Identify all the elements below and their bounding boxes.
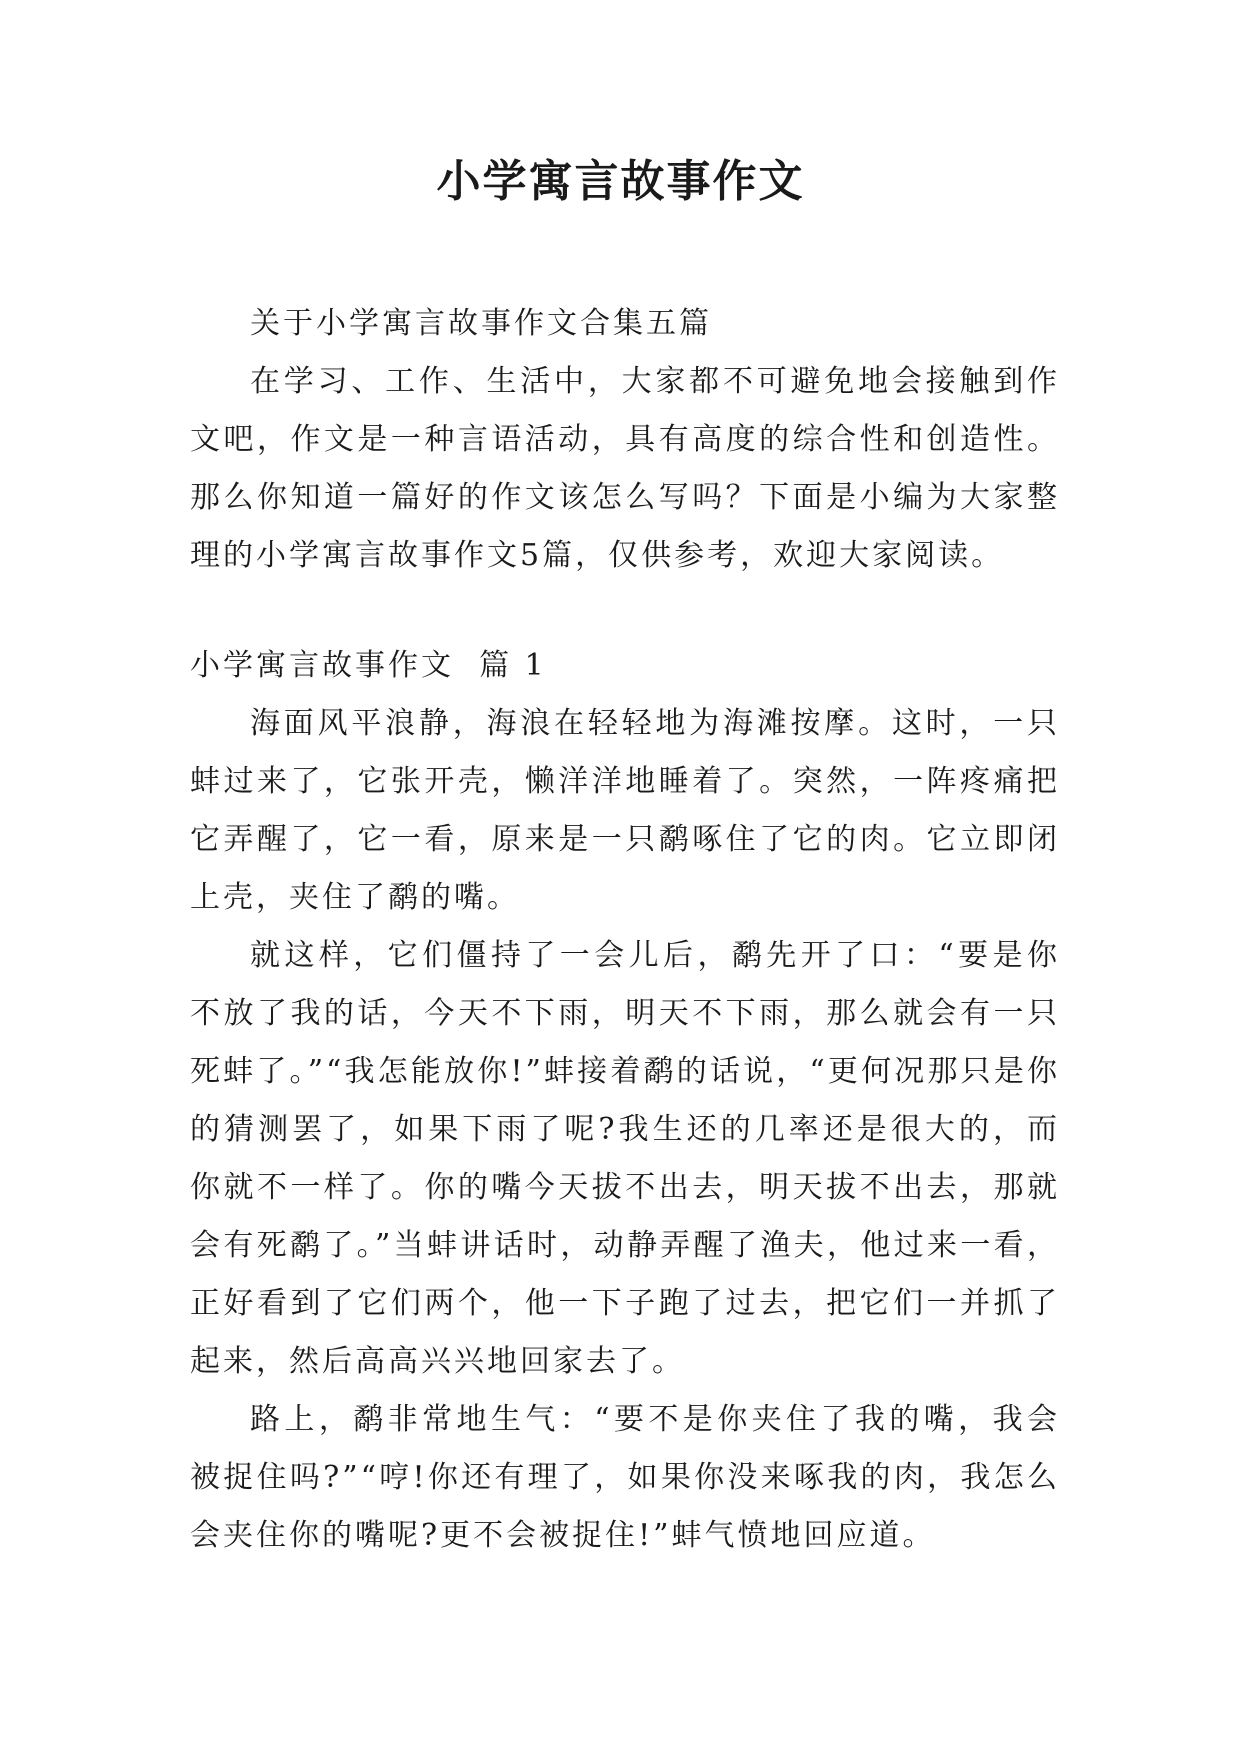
section-heading: 小学寓言故事作文 篇 1 — [190, 648, 547, 683]
story-paragraph-2: 就这样，它们僵持了一会儿后，鹬先开了口：“要是你不放了我的话，今天不下雨，明天不下雨，那么就会有一只死蚌了。”“我怎能放你!”蚌接着鹬的话说，“更何况那只是你的猜测罢了，如果下雨了呢?我生还的几率还是很大的，而你就不一样了。你的嘴今天拔不出去，明天拔不出去，那就会有死鹬了。”当蚌讲话时，动静弄醒了渔夫，他过来一看，正好看到了它们两个，他一下子跑了过去，把它们一并抓了起来，然后高高兴兴地回家去了。 — [190, 938, 1060, 1379]
section-spacer — [190, 585, 1060, 637]
intro-paragraph: 在学习、工作、生活中，大家都不可避免地会接触到作文吧，作文是一种言语活动，具有高度的综合性和创造性。那么你知道一篇好的作文该怎么写吗？下面是小编为大家整理的小学寓言故事作文5篇，仅供参考，欢迎大家阅读。 — [190, 364, 1060, 573]
story-paragraph-1: 海面风平浪静，海浪在轻轻地为海滩按摩。这时，一只蚌过来了，它张开壳，懒洋洋地睡着了。突然，一阵疼痛把它弄醒了，它一看，原来是一只鹬啄住了它的肉。它立即闭上壳，夹住了鹬的嘴。 — [190, 706, 1060, 915]
story-paragraph-3: 路上，鹬非常地生气：“要不是你夹住了我的嘴，我会被捉住吗?”“哼!你还有理了，如果你没来啄我的肉，我怎么会夹住你的嘴呢?更不会被捉住!”蚌气愤地回应道。 — [190, 1402, 1060, 1553]
document-body — [190, 295, 1060, 1565]
document-subtitle: 关于小学寓言故事作文合集五篇 — [250, 306, 712, 341]
document-title: 小学寓言故事作文 — [436, 156, 805, 207]
